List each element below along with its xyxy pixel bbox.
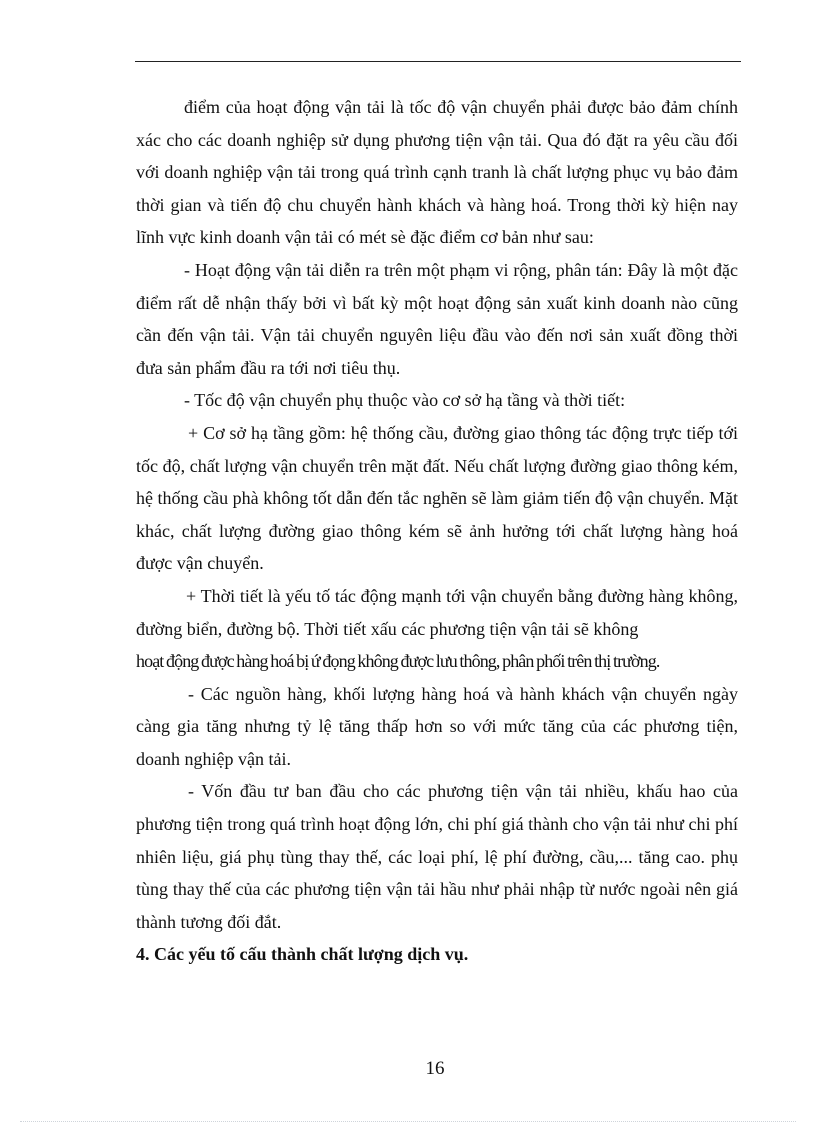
page-bottom-border <box>20 1121 796 1122</box>
document-body <box>136 91 738 971</box>
paragraph-speed-dependency: - Tốc độ vận chuyển phụ thuộc vào cơ sở hạ tầng và thời tiết: <box>184 390 626 411</box>
section-heading: 4. Các yếu tố cấu thành chất lượng dịch vụ. <box>136 944 469 965</box>
paragraph-weather: + Thời tiết là yếu tố tác động mạnh tới vận chuyển bằng đường hàng không, đường biển, đường bộ. Thời tiết xấu các phương tiện vận tải sẽ không <box>136 585 738 639</box>
paragraph-infrastructure: + Cơ sở hạ tầng gồm: hệ thống cầu, đường giao thông tác động trực tiếp tới tốc độ, chất lượng vận chuyển trên mặt đất. Nếu chất lượng đường giao thông kém, hệ thống cầu phà không tốt dẫn đến tắc nghẽn sẽ làm giảm tiến độ vận chuyển. Mặt khác, chất lượng đường giao thông kém sẽ ảnh hưởng tới chất lượng hàng hoá được vận chuyển. <box>136 422 738 574</box>
paragraph-weather-continued: hoạt động được hàng hoá bị ứ đọng không được lưu thông, phân phối trên thị trường. <box>136 651 660 672</box>
page-number: 16 <box>425 1058 445 1079</box>
paragraph-transport-characteristics: điểm của hoạt động vận tải là tốc độ vận chuyển phải được bảo đảm chính xác cho các doanh nghiệp sử dụng phương tiện vận tải. Qua đó đặt ra yêu cầu đối với doanh nghiệp vận tải trong quá trình cạnh tranh là chất lượng phục vụ bảo đảm thời gian và tiến độ chu chuyển hành khách và hàng hoá. Trong thời kỳ hiện nay lĩnh vực kinh doanh vận tải có mét sè đặc điểm cơ bản như sau: <box>136 97 738 248</box>
header-rule <box>135 61 741 62</box>
paragraph-wide-scope: - Hoạt động vận tải diễn ra trên một phạm vi rộng, phân tán: Đây là một đặc điểm rất dễ nhận thấy bởi vì bất kỳ một hoạt động sản xuất kinh doanh nào cũng cần đến vận tải. Vận tải chuyển nguyên liệu đầu vào đến nơi sản xuất đồng thời đưa sản phẩm đầu ra tới nơi tiêu thụ. <box>136 259 738 378</box>
paragraph-cargo-sources: - Các nguồn hàng, khối lượng hàng hoá và hành khách vận chuyển ngày càng gia tăng nhưng tỷ lệ tăng thấp hơn so với mức tăng của các phương tiện, doanh nghiệp vận tải. <box>136 683 738 769</box>
paragraph-investment-capital: - Vốn đầu tư ban đầu cho các phương tiện vận tải nhiều, khấu hao của phương tiện trong quá trình hoạt động lớn, chi phí giá thành cho vận tải như chi phí nhiên liệu, giá phụ tùng thay thế, các loại phí, lệ phí đường, cầu,... tăng cao. phụ tùng thay thế của các phương tiện vận tải hầu như phải nhập từ nước ngoài nên giá thành tương đối đắt. <box>136 781 738 932</box>
